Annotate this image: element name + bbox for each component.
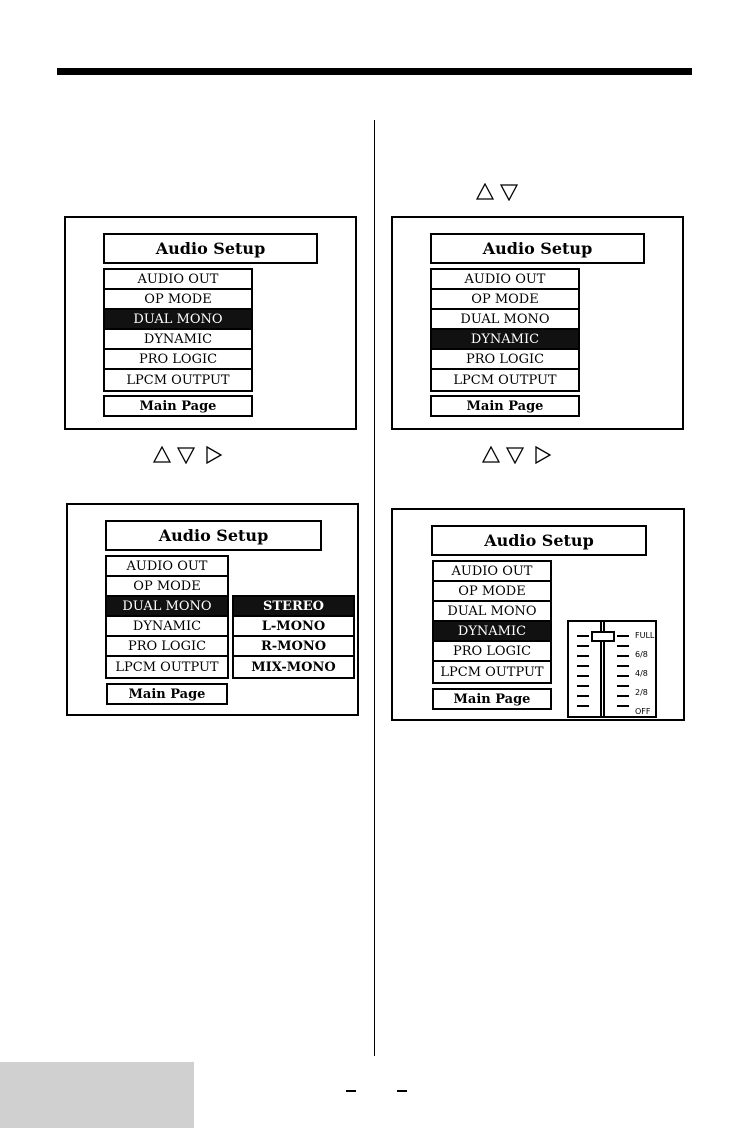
menu-item-pro-logic[interactable]: PRO LOGIC [432,350,578,370]
audio-menu [432,560,552,684]
dynamic-range-slider[interactable] [567,620,657,718]
audio-setup-panel-dual-mono-submenu [66,503,359,716]
slider-tick [617,685,629,687]
slider-knob[interactable] [591,631,615,642]
submenu-item-mix-mono[interactable]: MIX-MONO [251,659,336,675]
footer-dash [346,1090,356,1092]
slider-tick [577,645,589,647]
slider-tick [577,695,589,697]
footer-dash [397,1090,407,1092]
column-divider [374,120,375,1056]
slider-tick [577,705,589,707]
submenu-item-r-mono[interactable]: R-MONO [234,637,353,657]
panel-title: Audio Setup [105,520,322,551]
slider-tick [617,695,629,697]
menu-item-op-mode[interactable]: OP MODE [432,290,578,310]
top-rule [57,68,692,75]
menu-item-dynamic[interactable]: DYNAMIC [432,330,578,350]
triangle-down-icon [506,446,524,464]
menu-item-lpcm-output[interactable]: LPCM OUTPUT [453,372,557,388]
slider-tick [617,705,629,707]
slider-label-2-8: 2/8 [635,688,648,697]
menu-item-dynamic[interactable]: DYNAMIC [434,622,550,642]
menu-item-dual-mono[interactable]: DUAL MONO [105,310,251,330]
audio-setup-panel-dual-mono [64,216,357,430]
audio-menu [103,268,253,392]
slider-label-full: FULL [635,631,655,640]
slider-tick [617,665,629,667]
slider-tick [577,675,589,677]
slider-tick [577,635,589,637]
triangle-down-icon [177,446,195,464]
arrow-keys-top-right [476,183,518,201]
arrow-keys-bottom-left [153,446,223,464]
menu-item-audio-out[interactable]: AUDIO OUT [107,557,227,577]
slider-tick [617,655,629,657]
arrow-keys-bottom-right [482,446,552,464]
panel-title: Audio Setup [103,233,318,264]
menu-item-audio-out[interactable]: AUDIO OUT [105,270,251,290]
menu-item-dynamic[interactable]: DYNAMIC [105,330,251,350]
triangle-up-icon [482,446,500,464]
audio-menu [105,555,229,679]
audio-setup-panel-dynamic [391,216,684,430]
slider-tick [617,635,629,637]
menu-item-pro-logic[interactable]: PRO LOGIC [434,642,550,662]
panel-title: Audio Setup [431,525,647,556]
slider-tick [617,675,629,677]
menu-item-pro-logic[interactable]: PRO LOGIC [105,350,251,370]
audio-menu [430,268,580,392]
menu-item-lpcm-output[interactable]: LPCM OUTPUT [115,659,219,675]
dual-mono-submenu [232,595,355,679]
page-tab [0,1062,194,1128]
menu-item-op-mode[interactable]: OP MODE [434,582,550,602]
main-page-button[interactable]: Main Page [432,688,552,710]
slider-tick [577,655,589,657]
menu-item-pro-logic[interactable]: PRO LOGIC [107,637,227,657]
main-page-button[interactable]: Main Page [103,395,253,417]
triangle-up-icon [153,446,171,464]
menu-item-lpcm-output[interactable]: LPCM OUTPUT [126,372,230,388]
submenu-item-l-mono[interactable]: L-MONO [234,617,353,637]
slider-tick [617,645,629,647]
audio-setup-panel-dynamic-slider [391,508,685,721]
triangle-down-icon [500,183,518,201]
menu-item-dynamic[interactable]: DYNAMIC [107,617,227,637]
menu-item-audio-out[interactable]: AUDIO OUT [432,270,578,290]
panel-title: Audio Setup [430,233,645,264]
menu-item-op-mode[interactable]: OP MODE [105,290,251,310]
slider-tick [577,665,589,667]
menu-item-dual-mono[interactable]: DUAL MONO [107,597,227,617]
menu-item-lpcm-output[interactable]: LPCM OUTPUT [440,664,544,680]
main-page-button[interactable]: Main Page [106,683,228,705]
submenu-item-stereo[interactable]: STEREO [234,597,353,617]
menu-item-audio-out[interactable]: AUDIO OUT [434,562,550,582]
menu-item-op-mode[interactable]: OP MODE [107,577,227,597]
triangle-up-icon [476,183,494,201]
slider-label-6-8: 6/8 [635,650,648,659]
slider-tick [577,685,589,687]
slider-label-off: OFF [635,707,651,716]
menu-item-dual-mono[interactable]: DUAL MONO [432,310,578,330]
main-page-button[interactable]: Main Page [430,395,580,417]
menu-item-dual-mono[interactable]: DUAL MONO [434,602,550,622]
slider-label-4-8: 4/8 [635,669,648,678]
triangle-right-icon [534,446,552,464]
triangle-right-icon [205,446,223,464]
